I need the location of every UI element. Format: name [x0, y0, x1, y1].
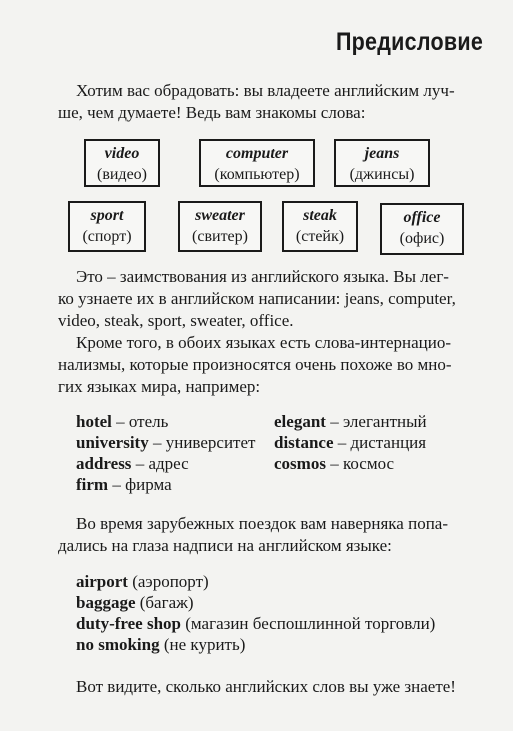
- box-english-word: jeans: [364, 145, 400, 162]
- intro-line-2: ше, чем думаете! Ведь вам знакомы слова:: [58, 103, 366, 122]
- loanwords-line-2: ко узнаете их в английском написании: jeans, computer,: [58, 289, 456, 308]
- internationalisms-list-left: [76, 411, 255, 495]
- internationalisms-line-2: нализмы, которые произносятся очень похоже во мно-: [58, 355, 452, 374]
- word-box-jeans: [334, 139, 430, 187]
- signs-list: [76, 571, 435, 655]
- list-item: duty-free shop (магазин беспошлинной торговли): [76, 614, 436, 633]
- word-box-video: [84, 139, 160, 187]
- internationalisms-paragraph: [58, 332, 483, 398]
- list-item: airport (аэропорт): [76, 572, 209, 591]
- box-russian-word: (офис): [399, 230, 445, 247]
- list-item: cosmos – космос: [274, 454, 395, 473]
- word-box-sport: [68, 201, 146, 252]
- loanwords-paragraph: [58, 266, 483, 332]
- word-box-steak: [282, 201, 358, 252]
- box-english-word: sport: [90, 207, 124, 224]
- box-english-word: sweater: [195, 207, 245, 224]
- box-russian-word: (видео): [96, 166, 147, 183]
- word-box-sweater: [178, 201, 262, 252]
- loanwords-line-3: video, steak, sport, sweater, office.: [58, 311, 294, 330]
- list-item: hotel – отель: [76, 412, 169, 431]
- list-item: address – адрес: [76, 454, 189, 473]
- box-english-word: office: [403, 209, 441, 226]
- internationalisms-line-1: Кроме того, в обоих языках есть слова-интернацио-: [76, 333, 452, 352]
- closing-sentence: Вот видите, сколько английских слов вы уже знаете!: [76, 677, 456, 696]
- box-english-word: steak: [303, 207, 337, 224]
- travel-paragraph: [58, 513, 483, 557]
- internationalisms-line-3: гих языках мира, например:: [58, 377, 261, 396]
- loanwords-line-1: Это – заимствования из английского языка. Вы лег-: [76, 267, 449, 286]
- box-russian-word: (компьютер): [214, 166, 300, 183]
- word-box-office: [380, 203, 464, 255]
- internationalisms-list-right: [274, 411, 427, 474]
- word-box-computer: [199, 139, 315, 187]
- list-item: distance – дистанция: [274, 433, 427, 452]
- travel-line-2: дались на глаза надписи на английском языке:: [58, 536, 392, 555]
- list-item: elegant – элегантный: [274, 412, 427, 431]
- box-english-word: computer: [225, 145, 289, 162]
- box-russian-word: (свитер): [192, 228, 248, 245]
- travel-line-1: Во время зарубежных поездок вам наверняка попа-: [76, 514, 448, 533]
- intro-paragraph: [58, 80, 483, 124]
- box-russian-word: (джинсы): [349, 166, 415, 183]
- box-russian-word: (спорт): [82, 228, 132, 245]
- intro-line-1: Хотим вас обрадовать: вы владеете английским луч-: [76, 81, 455, 100]
- list-item: no smoking (не курить): [76, 635, 246, 654]
- list-item: baggage (багаж): [76, 593, 194, 612]
- page-title: Предисловие: [335, 28, 483, 56]
- list-item: university – университет: [76, 433, 256, 452]
- box-english-word: video: [104, 145, 140, 162]
- list-item: firm – фирма: [76, 475, 172, 494]
- box-russian-word: (стейк): [295, 228, 345, 245]
